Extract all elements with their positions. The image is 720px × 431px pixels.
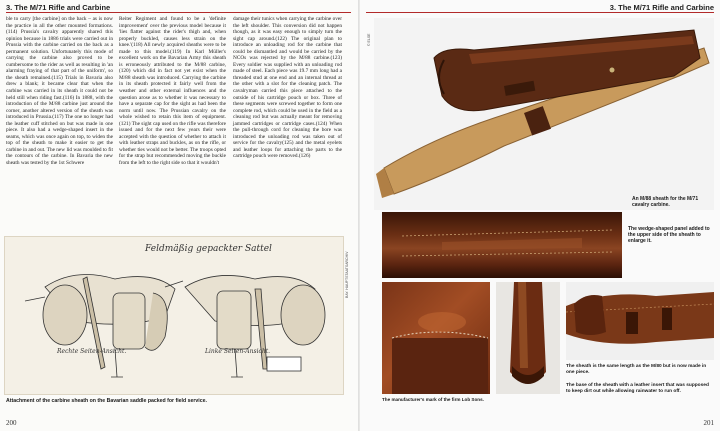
caption-bottom-right-2: The base of the sheath with a leather insert that was supposed to keep dirt out while allowing rainwater to run off. — [566, 383, 709, 394]
running-head-left: 3. The M/71 Rifle and Carbine — [6, 3, 111, 12]
text-column-2: Reiter Regiment and found to be a 'definite improvement' over the previous model because it 'lies flatter against the rider's thigh and, when properly buckled, causes less strain on the knee.'(118) All newly acquired sheaths were to be made to this model.(119) In Karl Müller's excellent work on the Bavarian Army this sheath is erroneously attributed to the M/88 carbine,(120) which did in fact not yet exist when the M/88 sheath was introduced. Carrying the carbine in its sheath protected it fairly well from the weather and other external influences and the question arose as to whether it was necessary to have a separate cap for the sight as had been the norm until now. The Prussian cavalry on the whole wished to retain this item of equipment.(121) The sight cap used on the rifle was therefore issued and for the next few years their were accepted with the question of whether to attach it with leather straps and buckles, as on the rifle, or whether ties would not be better. The troops opted for the strap but recommended moving the buckle from the left to the right side so that it wouldn't — [119, 16, 226, 167]
right-page — [360, 0, 720, 431]
photo-sheath-one-piece — [566, 282, 714, 360]
caption-middle: The wedge-shaped panel added to the upper side of the sheath to enlarge it. — [628, 226, 710, 244]
caption-top: An M/88 sheath for the M/71 cavalry carbine. — [632, 196, 699, 208]
illustration-title: Feldmäßig gepackter Sattel — [145, 244, 272, 254]
saddle-drawing — [5, 237, 343, 394]
sheath-one-piece-image — [566, 282, 714, 360]
page-number-left: 200 — [6, 419, 17, 427]
saddle-left-side-view — [185, 275, 325, 377]
saddle-illustration — [4, 236, 344, 395]
photo-manufacturer-mark — [382, 282, 490, 394]
caption-bottom-right-1: The sheath is the same length as the M/80 but is now made in one piece. — [566, 364, 707, 375]
head-rule-left — [6, 12, 351, 13]
head-rule-right — [366, 12, 714, 13]
photo-sheath-panel — [382, 212, 622, 278]
page-number-right: 201 — [703, 419, 714, 427]
running-head-right: 3. The M/71 Rifle and Carbine — [609, 3, 714, 12]
illustration-caption: Attachment of the carbine sheath on the Bavarian saddle packed for field service. — [6, 398, 207, 404]
photo-sheath-base — [496, 282, 560, 394]
photo-credit: © ELSE — [367, 33, 371, 46]
sheath-base-image — [496, 282, 560, 394]
illustration-credit: BAY. HAUPTSTAATSARCHIV — [345, 251, 349, 298]
left-view-label: Linke Seiten-Ansicht. — [205, 348, 271, 355]
text-column-1: ble to carry [the carbine] on the back – as is now the practice in all the other mounted formations.(114) Prussia's cavalry apparently shared this opinion because in 1886 trials were carried out in Prussia with the carbine carried on the back as a permanent solution. Unfortunately this mode of carrying the carbine also proved to be cumbersome to the rider as well as resulting in 'an alarming fraying of that part of the uniform', so the sheath remained.(115) Trials in Bavaria also drew a blank; it became clear that when the carbine was carried in its sheath it could not be held still when riding fast.(116) In 1888, with the introduction of the M/88 carbine just around the corner, another altered version of the sheath was introduced in Prussia.(117) The one no longer had the leather cuff stitched on but was made in one piece. It also had a wedge-shaped insert in the seams, which was once again on top, to widen the top of the sheath to make it easier to get the carbine in and out. The new lid was moulded to fit the contours of the carbine. In Bavaria the new sheath was tested by the 1st Schwere — [6, 16, 113, 167]
carbine-sheath-image — [374, 18, 714, 210]
manufacturer-mark-image — [382, 282, 490, 394]
saddle-right-side-view — [25, 275, 183, 378]
text-column-3: damage their tunics when carrying the carbine over the left shoulder. This conversion did not happen though, as it was easy enough to simply turn the sight cap around.(122) The original plan to introduce an unloading rod for the carbine that could be dismantled and would be carried by the NCOs was rejected by the M/88 carbine.(123) Every soldier was supplied with an unloading rod made of steel. Each piece was 19.7 mm long had a threaded stud at one end and an internal thread at the other with a slot for the cleaning patch. The cavalryman carried this piece attached to the outside of his cartridge pouch or box. Three of these segments were screwed together to form one complete rod, which could be used in the field as a cleaning rod but was actually meant for removing jammed cartridges or cartridge cases.(124) When the pull-through cord for cleaning the bore was introduced the unloading rod was taken out of service for the cavalry(125) and the metal eyelets and leather loops for attaching the parts to the cartridge pouch were removed.(126) — [233, 16, 342, 160]
photo-carbine-sheath — [374, 18, 714, 210]
sheath-panel-image — [382, 212, 622, 278]
right-view-label: Rechte Seiten-Ansicht. — [57, 348, 127, 355]
caption-bottom-left: The manufacturer's mark of the firm Lob Sons. — [382, 397, 484, 402]
